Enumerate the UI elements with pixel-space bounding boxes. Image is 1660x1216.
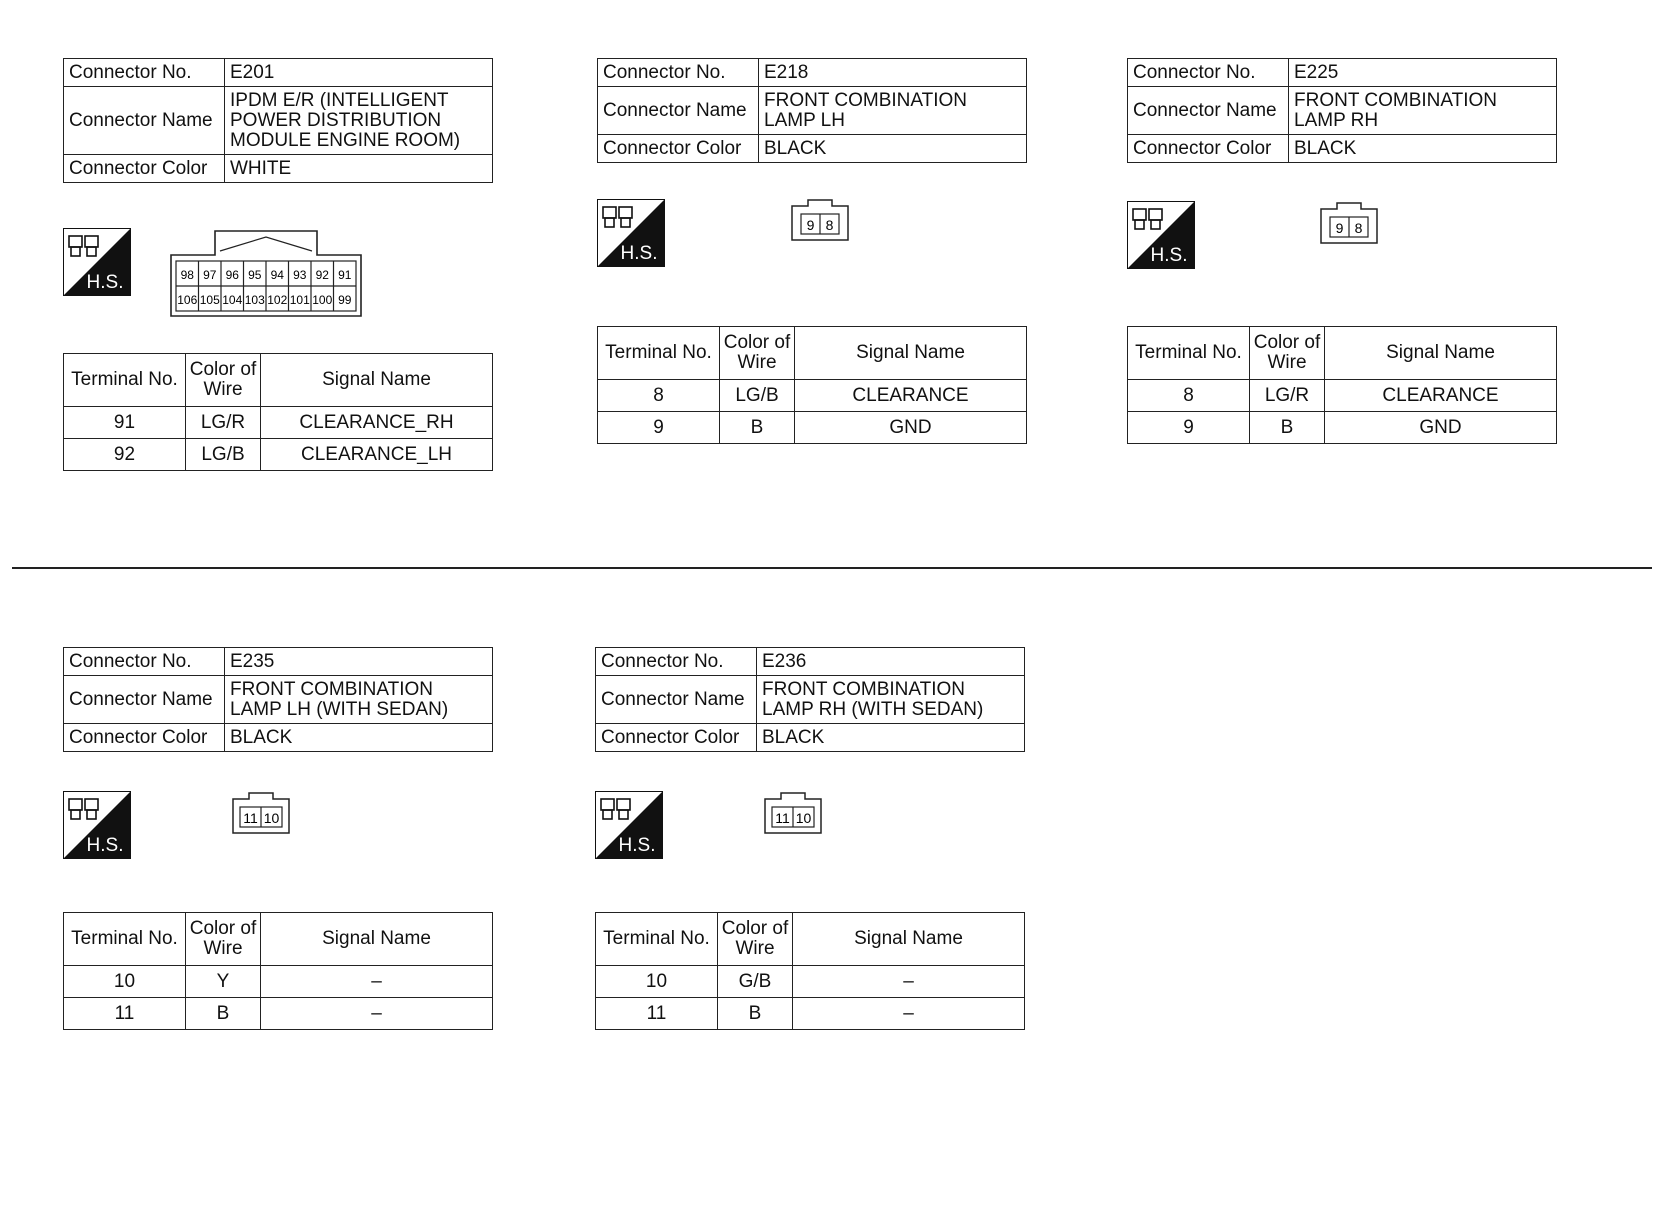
harness-side-icon <box>63 791 131 859</box>
terminal-row <box>64 998 493 1030</box>
connector-name-label: Connector Name <box>1128 87 1289 135</box>
pin-label: 95 <box>248 268 262 282</box>
terminal-row <box>64 966 493 998</box>
connector-color-label: Connector Color <box>596 724 757 752</box>
connector-info-table <box>1127 58 1557 163</box>
signal-name-cell: CLEARANCE <box>795 380 1027 412</box>
terminal-table <box>597 326 1027 444</box>
terminal-no-header: Terminal No. <box>598 327 720 380</box>
wire-color-cell: Y <box>186 966 261 998</box>
terminal-row <box>598 380 1027 412</box>
pin-label: 11 <box>775 810 790 826</box>
pin-label: 92 <box>315 268 329 282</box>
connector-block-e236 <box>595 647 1025 1024</box>
terminal-no-cell: 92 <box>64 439 186 471</box>
terminal-table <box>63 912 493 1030</box>
connector-no-label: Connector No. <box>64 59 225 87</box>
signal-name-cell: GND <box>795 412 1027 444</box>
terminal-no-header: Terminal No. <box>596 913 718 966</box>
signal-name-header: Signal Name <box>795 327 1027 380</box>
connector-no-label: Connector No. <box>598 59 759 87</box>
connector-no-value: E225 <box>1289 59 1557 87</box>
connector-color-row <box>596 724 1025 752</box>
signal-name-header: Signal Name <box>261 913 493 966</box>
connector-color-row <box>64 724 493 752</box>
connector-color-value: WHITE <box>225 155 493 183</box>
wire-color-header: Color of Wire <box>1250 327 1325 380</box>
connector-color-value: BLACK <box>225 724 493 752</box>
terminal-table <box>1127 326 1557 444</box>
connector-no-row <box>1128 59 1557 87</box>
terminal-no-cell: 10 <box>596 966 718 998</box>
terminal-table <box>595 912 1025 1030</box>
connector-info-table <box>597 58 1027 163</box>
pin-label: 97 <box>203 268 217 282</box>
connector-name-value: FRONT COMBINATION LAMP LH <box>759 87 1027 135</box>
terminal-row <box>64 407 493 439</box>
wire-color-header: Color of Wire <box>186 354 261 407</box>
hs-label: H.S. <box>1150 245 1188 266</box>
pin-label: 103 <box>244 293 265 307</box>
terminal-no-cell: 91 <box>64 407 186 439</box>
terminal-no-header: Terminal No. <box>64 913 186 966</box>
pin-label: 100 <box>312 293 333 307</box>
connector-face-diagram <box>232 792 290 839</box>
terminal-row <box>596 998 1025 1030</box>
pin-label: 99 <box>338 293 352 307</box>
wire-color-cell: G/B <box>718 966 793 998</box>
connector-name-label: Connector Name <box>64 87 225 155</box>
pin-label: 98 <box>180 268 194 282</box>
connector-color-row <box>1128 135 1557 163</box>
pin-label: 10 <box>795 810 812 826</box>
connector-color-value: BLACK <box>1289 135 1557 163</box>
connector-name-row <box>64 676 493 724</box>
connector-color-value: BLACK <box>757 724 1025 752</box>
terminal-row <box>64 439 493 471</box>
connector-no-value: E236 <box>757 648 1025 676</box>
wire-color-cell: B <box>720 412 795 444</box>
signal-name-cell: – <box>261 966 493 998</box>
signal-name-cell: CLEARANCE <box>1325 380 1557 412</box>
connector-no-value: E201 <box>225 59 493 87</box>
terminal-row <box>596 966 1025 998</box>
pin-label: 9 <box>806 217 815 233</box>
signal-name-cell: CLEARANCE_LH <box>261 439 493 471</box>
connector-no-value: E235 <box>225 648 493 676</box>
signal-name-header: Signal Name <box>1325 327 1557 380</box>
wire-color-header: Color of Wire <box>720 327 795 380</box>
terminal-no-header: Terminal No. <box>1128 327 1250 380</box>
connector-color-label: Connector Color <box>64 155 225 183</box>
pin-label: 91 <box>338 268 352 282</box>
signal-name-cell: – <box>261 998 493 1030</box>
hs-label: H.S. <box>86 272 124 293</box>
signal-name-cell: – <box>793 966 1025 998</box>
terminal-table-header <box>598 327 1027 380</box>
section-divider <box>12 567 1652 569</box>
connector-face-diagram <box>170 229 362 322</box>
wire-color-cell: LG/R <box>186 407 261 439</box>
hs-label: H.S. <box>620 243 658 264</box>
pin-label: 9 <box>1335 220 1344 236</box>
terminal-table-header <box>64 913 493 966</box>
pin-label: 93 <box>293 268 307 282</box>
pin-label: 104 <box>222 293 243 307</box>
connector-no-label: Connector No. <box>64 648 225 676</box>
signal-name-cell: GND <box>1325 412 1557 444</box>
terminal-no-cell: 11 <box>596 998 718 1030</box>
connector-name-label: Connector Name <box>596 676 757 724</box>
connector-name-label: Connector Name <box>64 676 225 724</box>
terminal-row <box>598 412 1027 444</box>
connector-name-value: FRONT COMBINATION LAMP RH <box>1289 87 1557 135</box>
connector-block-e218 <box>597 58 1027 438</box>
connector-no-row <box>64 59 493 87</box>
connector-face-diagram <box>791 199 849 246</box>
connector-no-label: Connector No. <box>1128 59 1289 87</box>
terminal-no-header: Terminal No. <box>64 354 186 407</box>
wire-color-header: Color of Wire <box>718 913 793 966</box>
signal-name-cell: – <box>793 998 1025 1030</box>
connector-color-row <box>598 135 1027 163</box>
harness-side-icon <box>1127 201 1195 269</box>
connector-block-e235 <box>63 647 493 1024</box>
terminal-no-cell: 8 <box>598 380 720 412</box>
connector-no-row <box>596 648 1025 676</box>
pin-label: 94 <box>270 268 284 282</box>
connector-color-value: BLACK <box>759 135 1027 163</box>
connector-no-label: Connector No. <box>596 648 757 676</box>
terminal-table-header <box>1128 327 1557 380</box>
wire-color-header: Color of Wire <box>186 913 261 966</box>
connector-info-table <box>595 647 1025 752</box>
pin-label: 101 <box>289 293 310 307</box>
terminal-no-cell: 11 <box>64 998 186 1030</box>
pin-label: 96 <box>225 268 239 282</box>
terminal-table-header <box>596 913 1025 966</box>
connector-name-value: FRONT COMBINATION LAMP RH (WITH SEDAN) <box>757 676 1025 724</box>
wire-color-cell: B <box>1250 412 1325 444</box>
wire-color-cell: B <box>718 998 793 1030</box>
pin-label: 102 <box>267 293 288 307</box>
connector-block-e225 <box>1127 58 1557 438</box>
connector-name-row <box>596 676 1025 724</box>
signal-name-header: Signal Name <box>793 913 1025 966</box>
terminal-no-cell: 9 <box>598 412 720 444</box>
connector-info-table <box>63 58 493 183</box>
connector-color-label: Connector Color <box>64 724 225 752</box>
signal-name-cell: CLEARANCE_RH <box>261 407 493 439</box>
connector-face-diagram <box>764 792 822 839</box>
connector-color-label: Connector Color <box>1128 135 1289 163</box>
harness-side-icon <box>595 791 663 859</box>
wire-color-cell: LG/B <box>186 439 261 471</box>
pin-label: 10 <box>263 810 280 826</box>
connector-info-table <box>63 647 493 752</box>
connector-color-row <box>64 155 493 183</box>
harness-side-icon <box>597 199 665 267</box>
connector-block-e201 <box>63 58 493 465</box>
connector-name-row <box>598 87 1027 135</box>
connector-name-row <box>64 87 493 155</box>
wire-color-cell: B <box>186 998 261 1030</box>
pin-label: 8 <box>825 217 834 233</box>
pin-label: 11 <box>243 810 258 826</box>
terminal-table-header <box>64 354 493 407</box>
connector-name-row <box>1128 87 1557 135</box>
terminal-table <box>63 353 493 471</box>
connector-face-diagram <box>1320 202 1378 249</box>
terminal-no-cell: 8 <box>1128 380 1250 412</box>
terminal-no-cell: 10 <box>64 966 186 998</box>
signal-name-header: Signal Name <box>261 354 493 407</box>
connector-name-value: IPDM E/R (INTELLIGENT POWER DISTRIBUTION MODULE ENGINE ROOM) <box>225 87 493 155</box>
harness-side-icon <box>63 228 131 296</box>
pin-label: 106 <box>177 293 198 307</box>
pin-label: 8 <box>1354 220 1363 236</box>
connector-no-value: E218 <box>759 59 1027 87</box>
connector-color-label: Connector Color <box>598 135 759 163</box>
pin-label: 105 <box>199 293 220 307</box>
hs-label: H.S. <box>86 835 124 856</box>
wire-color-cell: LG/B <box>720 380 795 412</box>
terminal-no-cell: 9 <box>1128 412 1250 444</box>
connector-no-row <box>598 59 1027 87</box>
terminal-row <box>1128 412 1557 444</box>
terminal-row <box>1128 380 1557 412</box>
connector-name-value: FRONT COMBINATION LAMP LH (WITH SEDAN) <box>225 676 493 724</box>
connector-no-row <box>64 648 493 676</box>
connector-name-label: Connector Name <box>598 87 759 135</box>
hs-label: H.S. <box>618 835 656 856</box>
wire-color-cell: LG/R <box>1250 380 1325 412</box>
